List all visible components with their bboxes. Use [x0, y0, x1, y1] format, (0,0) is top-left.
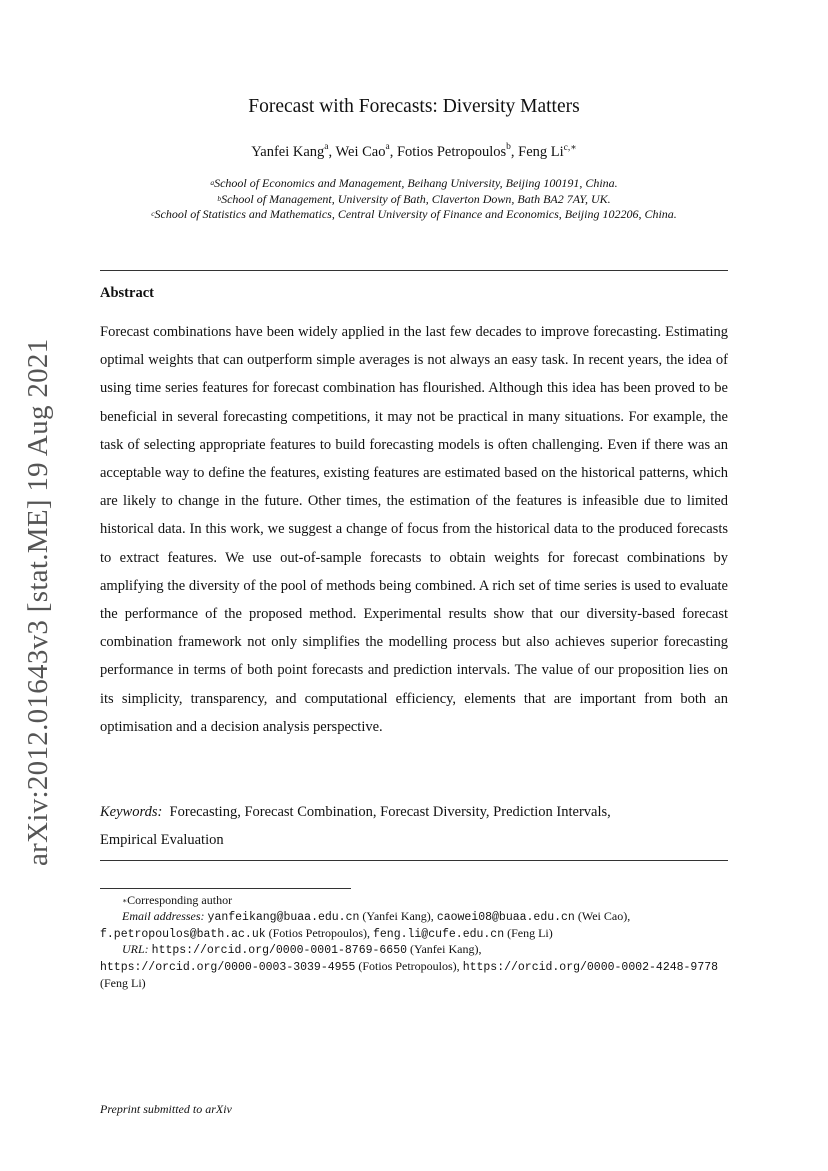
abstract-heading: Abstract [100, 285, 154, 301]
affiliation [80, 192, 748, 208]
keywords-line2: Empirical Evaluation [100, 832, 224, 849]
url-owner: (Feng Li) [100, 975, 146, 990]
paper-title: Forecast with Forecasts: Diversity Matters [248, 96, 580, 117]
footnotes [100, 893, 728, 992]
author-name: Fotios Petropoulos [396, 144, 507, 160]
email-link[interactable]: feng.li@cufe.edu.cn [372, 927, 505, 941]
affiliation-text: School of Management, University of Bath, Claverton Down, Bath BA2 7AY, UK. [221, 191, 611, 206]
author-mark: b [506, 142, 511, 152]
orcid-link[interactable]: https://orcid.org/0000-0003-3039-4955 [100, 961, 356, 975]
email-owner: (Fotios Petropoulos), [265, 925, 373, 940]
affiliation-text: School of Statistics and Mathematics, Central University of Finance and Economics, Beijing 102206, China. [154, 207, 677, 221]
top-divider [100, 270, 728, 271]
url-label: URL: [122, 942, 149, 957]
bottom-divider [100, 860, 728, 861]
author-mark: a [385, 142, 390, 152]
author-mark: a [324, 142, 329, 152]
email-link[interactable]: yanfeikang@buaa.edu.cn [207, 910, 360, 924]
affiliation-mark: a [210, 178, 215, 187]
footnote-corresponding [100, 893, 728, 909]
author-name: Yanfei Kang [251, 144, 325, 160]
author-list: Yanfei Kang$^a$, Wei Cao$^a$, Fotios Petropoulos$^b$, Feng $Li^{c,∗}$ [251, 142, 577, 160]
abstract-text: Forecast combinations have been widely applied in the last few decades to improve forecasting. Estimating optimal weights that can outperform simple averages is not always an easy task. In recent years, the idea of using time series features for forecast combination has flourished. Although this idea has been proved to be beneficial in several forecasting competitions, it may not be practical in many situations. For example, the task of selecting appropriate features to build forecasting models is often challenging. Even if there was an acceptable way to define the features, existing features are estimated based on the historical patterns, which are likely to change in the future. Other times, the estimation of the features is infeasible due to limited historical data. In this work, we suggest a change of focus from the historical data to the produced forecasts to extract features. We use out-of-sample forecasts to obtain weights for forecast combinations by amplifying the diversity of the pool of methods being combined. A rich set of time series is used to evaluate the performance of the proposed method. Experimental results show that our diversity-based forecast combination framework not only simplifies the modelling process but also achieves superior forecasting performance in terms of both point forecasts and prediction intervals. The value of our proposition lies on its simplicity, transparency, and computational efficiency, elements that are important from both an optimisation and a decision analysis perspective. [100, 324, 728, 735]
email-owner: (Yanfei Kang), [359, 908, 437, 923]
email-link[interactable]: caowei08@buaa.edu.cn [436, 910, 575, 924]
author-name: Wei Cao [335, 144, 386, 160]
footnote-urls [100, 942, 728, 959]
footnote-urls-cont2 [100, 976, 728, 992]
author-mark: c,∗ [563, 143, 577, 153]
affiliations [80, 176, 748, 223]
footnote-mark: ∗ [122, 896, 128, 905]
email-label: Email addresses: [122, 908, 205, 923]
email-owner: (Wei Cao), [574, 908, 631, 923]
url-owner: (Fotios Petropoulos), [355, 959, 463, 974]
affiliation-mark: b [217, 193, 222, 203]
orcid-link[interactable]: https://orcid.org/0000-0002-4248-9778 [462, 961, 719, 975]
footnote-urls-cont [100, 959, 728, 976]
affiliation-mark: c [151, 209, 155, 218]
keywords-label: Keywords: [100, 804, 163, 820]
email-link[interactable]: f.petropoulos@bath.ac.uk [100, 927, 266, 941]
footnote-text: Corresponding author [127, 893, 233, 907]
author-name: Feng Li [518, 144, 564, 160]
email-owner: (Feng Li) [504, 925, 553, 940]
footnote-emails-cont [100, 926, 728, 943]
orcid-link[interactable]: https://orcid.org/0000-0001-8769-6650 [151, 944, 408, 958]
preprint-note: Preprint submitted to arXiv [100, 1102, 232, 1116]
footnote-rule [100, 888, 351, 889]
keywords [100, 798, 728, 854]
affiliation [80, 176, 748, 192]
arxiv-stamp: arXiv:2012.01643v3 [stat.ME] 19 Aug 2021 [22, 338, 54, 866]
affiliation [80, 207, 748, 223]
footnote-emails [100, 909, 728, 926]
url-owner: (Yanfei Kang), [407, 942, 482, 957]
affiliation-text: School of Economics and Management, Beihang University, Beijing 100191, China. [214, 176, 618, 190]
keywords-line1: Forecasting, Forecast Combination, Forecast Diversity, Prediction Intervals, [169, 804, 611, 820]
